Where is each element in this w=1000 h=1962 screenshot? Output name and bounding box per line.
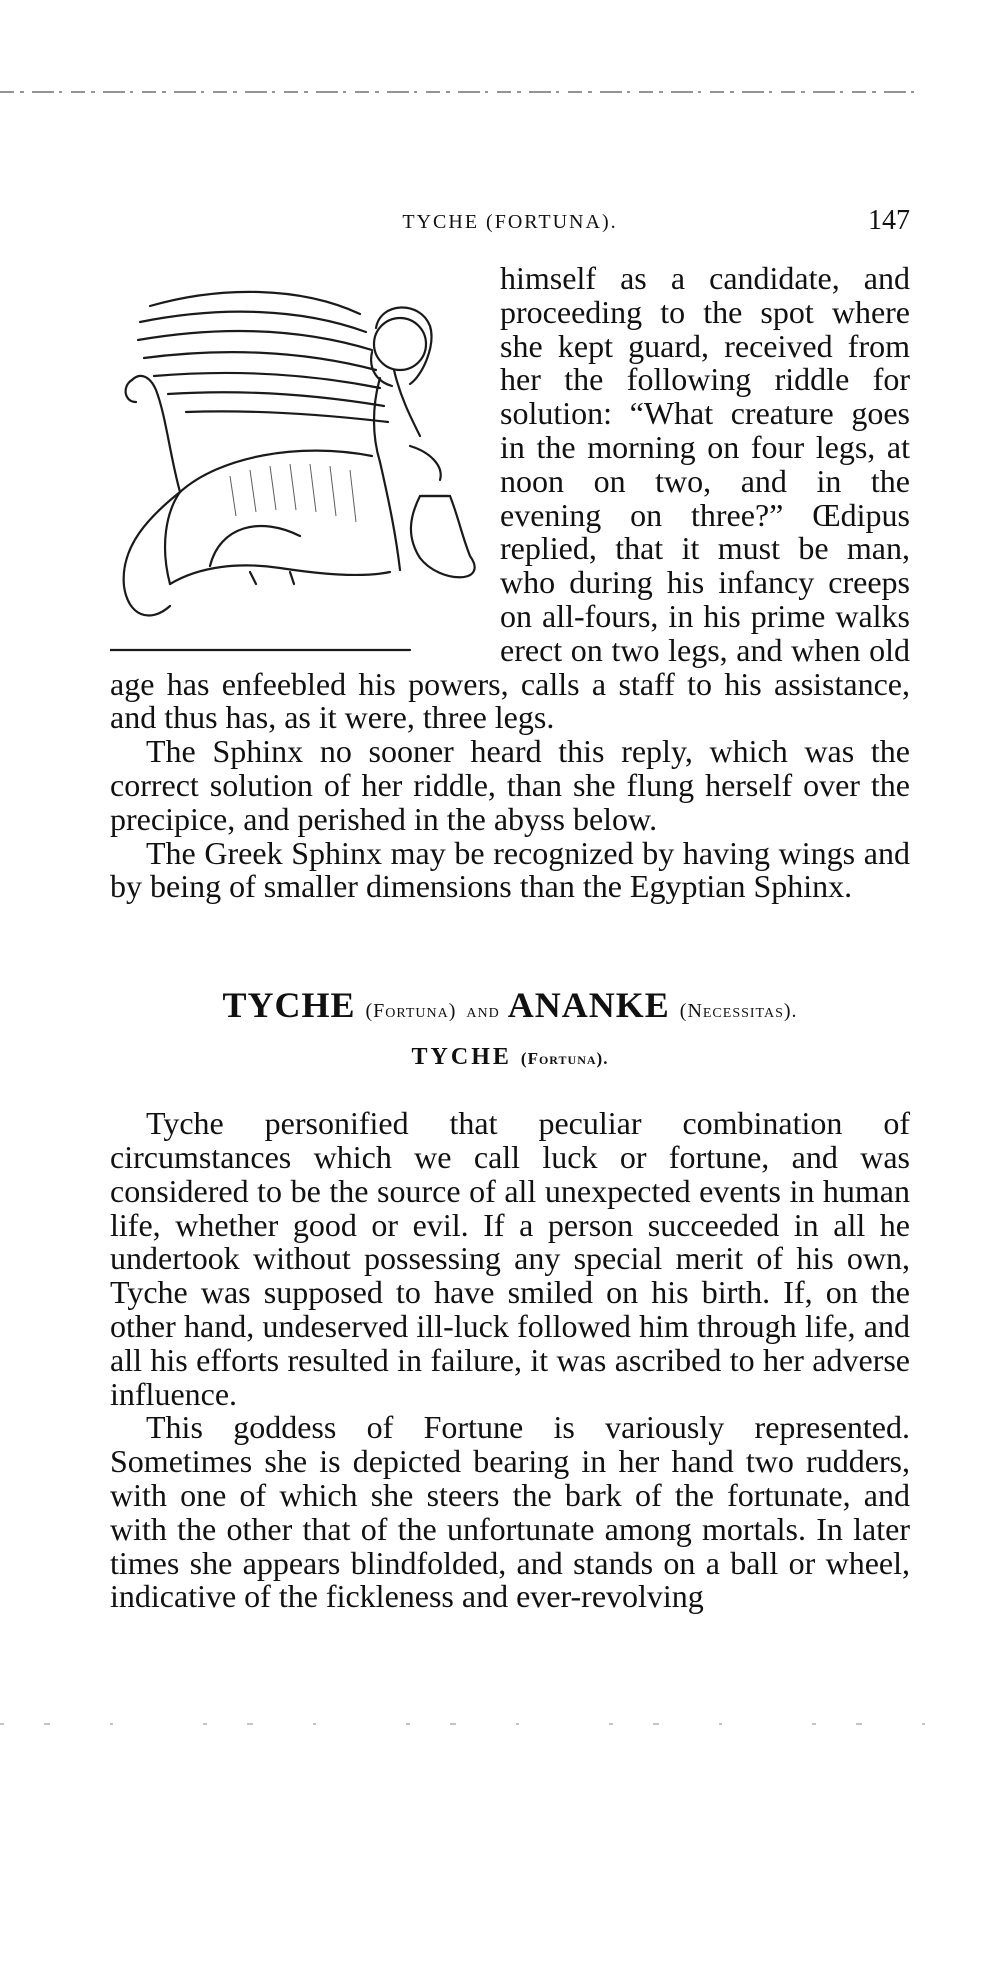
paragraph-tyche: Tyche personified that peculiar combination of circumstances which we call luck or fortune, and was considered to be the source of all unexpected events in human life, whether good or evil. If a person succeeded in all he undertook without possessing any special merit of his own, Tyche was supposed to have smiled on his birth. If, on the other hand, undeserved ill-luck followed him through life, and all his efforts resulted in failure, it was ascribed to her adverse influence. <box>110 1105 910 1412</box>
heading-and: and <box>466 1000 500 1023</box>
running-head <box>110 205 910 241</box>
paragraph-sphinx-death: The Sphinx no sooner heard this reply, which was the correct solution of her riddle, than she flung herself over the precipice, and perished in the abyss below. <box>110 733 910 837</box>
paragraph-riddle <box>110 262 910 735</box>
scan-edge-top <box>0 90 1000 94</box>
heading-fortuna: (Fortuna) <box>365 1000 457 1023</box>
section-heading <box>110 984 910 1026</box>
running-title: TYCHE (FORTUNA). <box>402 211 618 233</box>
page-number: 147 <box>868 205 910 236</box>
heading-ananke: ANANKE <box>507 985 670 1026</box>
page-body <box>110 262 910 1614</box>
heading-necessitas: (Necessitas). <box>679 1000 798 1023</box>
heading-tyche: TYCHE <box>222 985 356 1026</box>
subheading-tyche: TYCHE <box>411 1044 512 1071</box>
sphinx-illustration <box>110 266 480 658</box>
subheading-fortuna: (Fortuna). <box>520 1049 609 1069</box>
paragraph-riddle-text: himself as a candidate, and proceeding to the spot where she kept guard, received from her the following riddle for solution: “What creature goes in the morning on four legs, at noon on two, and in the evening on three?” Œdipus replied, that it must be man, who during his infancy creeps on all-fours, in his prime walks erect on two legs, and when old age has enfeebled his powers, calls a staff to his assistance, and thus has, as it were, three legs. <box>110 260 910 736</box>
paragraph-greek-sphinx: The Greek Sphinx may be recognized by having wings and by being of smaller dimensions than the Egyptian Sphinx. <box>110 834 910 905</box>
sphinx-icon <box>110 266 480 658</box>
scan-edge-bottom <box>0 1722 1000 1726</box>
subsection-heading <box>110 1044 910 1071</box>
paragraph-fortune-represented: This goddess of Fortune is variously represented. Sometimes she is depicted bearing in her hand two rudders, with one of which she steers the bark of the fortunate, and with the other that of the unfortunate among mortals. In later times she appears blindfolded, and stands on a ball or wheel, indicative of the fickleness and ever-revolving <box>110 1409 910 1615</box>
